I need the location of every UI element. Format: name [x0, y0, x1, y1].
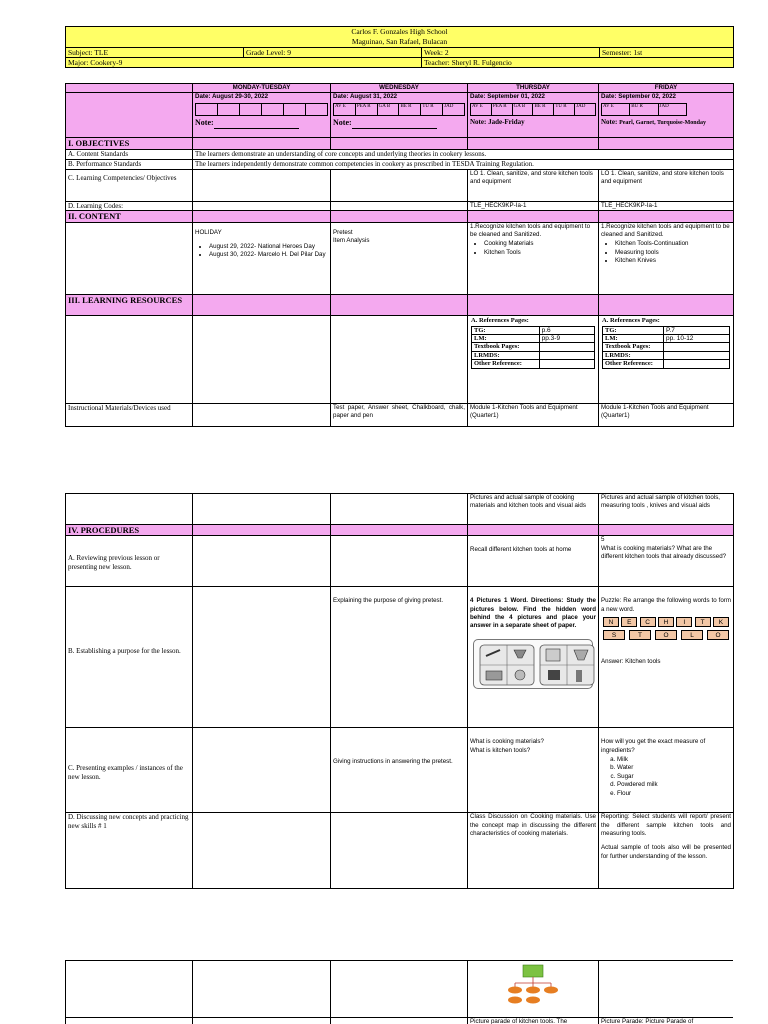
section-box: BE R	[533, 103, 554, 115]
ref-label: TG:	[603, 326, 664, 334]
section-content: II. CONTENT	[66, 211, 193, 222]
letter-tile: N	[603, 617, 619, 627]
competency-thursday: LO 1. Clean, sanitize, and store kitchen tools and equipment	[468, 169, 599, 201]
four-pictures-image	[473, 639, 593, 689]
references-table	[602, 326, 730, 369]
ref-label: LM:	[603, 335, 664, 343]
letter-tile: E	[621, 617, 637, 627]
row-label: C. Presenting examples / instances of the new lesson.	[66, 728, 193, 813]
content-line: Pretest	[333, 228, 353, 236]
list-item: • Kitchen Knives	[615, 257, 731, 265]
section-boxes	[333, 103, 465, 116]
date-cell	[599, 93, 734, 138]
proc-b-thursday	[468, 587, 599, 728]
activity-text: Actual sample of tools also will be presented for further understanding of the lesson.	[601, 844, 731, 860]
day-header: MONDAY-TUESDAY	[193, 84, 331, 93]
continuation-table	[65, 960, 733, 1024]
list-item: e. Flour	[617, 790, 731, 798]
references-title: A. References Pages:	[602, 316, 660, 324]
week-label: Week: 2	[422, 48, 600, 58]
list-item: • Kitchen Tools-Continuation	[615, 240, 731, 248]
lesson-plan-table	[65, 83, 733, 427]
section-boxes	[195, 103, 328, 116]
content-intro: 1.Recognize kitchen tools and equipment to be cleaned and Sanitized.	[470, 222, 591, 238]
date-label: Date: September 02, 2022	[601, 93, 676, 101]
teacher-label: Teacher: Sheryl R. Fulgencio	[422, 58, 734, 68]
letter-tile: I	[676, 617, 692, 627]
letter-tile: H	[658, 617, 674, 627]
letter-tile: S	[603, 630, 625, 640]
proc-d-friday	[599, 813, 734, 889]
section-box: AV E	[602, 103, 630, 115]
content-standards-text: The learners demonstrate an understanding of core concepts and underlying theories in cookery lessons.	[193, 149, 734, 159]
major-label: Major: Cookery-9	[66, 58, 422, 68]
references-table	[471, 326, 595, 369]
section-box: BE R	[399, 103, 421, 115]
question-text: How will you get the exact measure of ingredients?	[601, 738, 706, 754]
row-label: C. Learning Competencies/ Objectives	[66, 169, 193, 201]
section-objectives: I. OBJECTIVES	[66, 138, 193, 149]
date-cell	[193, 93, 331, 138]
section-box: BU R	[630, 103, 658, 115]
thursday-content	[468, 222, 599, 294]
ref-value: pp. 10-12	[663, 335, 729, 343]
instr-thursday: Module 1-Kitchen Tools and Equipment (Quarter1)	[468, 403, 599, 426]
list-item: • Kitchen Tools	[484, 249, 596, 257]
word-puzzle-2	[603, 630, 729, 640]
proc-d-thursday: Class Discussion on Cooking materials. Use the concept map in discussing the different characteristics of cooking materials.	[468, 813, 599, 889]
date-label: Date: September 01, 2022	[470, 93, 545, 101]
letter-tile: O	[655, 630, 677, 640]
list-item: d. Powdered milk	[617, 781, 731, 789]
procedures-table	[65, 493, 733, 889]
letter-tile: L	[681, 630, 703, 640]
question-text: What is cooking materials? What are the different kitchen tools that already discussed?	[601, 544, 727, 561]
letter-tile: T	[695, 617, 711, 627]
section-box: JAD	[575, 103, 596, 115]
materials-thursday: Pictures and actual sample of cooking materials and kitchen tools and visual aids	[468, 494, 599, 525]
section-boxes	[601, 103, 687, 116]
ref-value: p.6	[539, 326, 594, 334]
list-item: • Measuring tools	[615, 249, 731, 257]
materials-friday: Pictures and actual sample of kitchen tools, measuring tools , knives and visual aids	[599, 494, 734, 525]
instr-friday: Module 1-Kitchen Tools and Equipment (Quarter1)	[599, 403, 734, 426]
list-item: • August 30, 2022- Marcelo H. Del Pilar Day	[209, 251, 328, 259]
row-label: B. Establishing a purpose for the lesson.	[66, 587, 193, 728]
section-box: GA B	[512, 103, 533, 115]
section-box: PEA R	[491, 103, 512, 115]
puzzle-directions: Puzzle: Re arrange the following words to form a new word.	[601, 597, 731, 613]
section-box: JAD	[658, 103, 686, 115]
section-box: AV E	[471, 103, 492, 115]
day-header: WEDNESDAY	[331, 84, 468, 93]
note-label: Note:	[195, 117, 214, 127]
section-procedures: IV. PROCEDURES	[66, 525, 193, 536]
ref-label: LRMDS:	[472, 351, 540, 359]
proc-c-wednesday: Giving instructions in answering the pretest.	[331, 728, 468, 813]
ref-label: Other Reference:	[472, 360, 540, 368]
list-item: b. Water	[617, 764, 731, 772]
instr-wednesday: Test paper, Answer sheet, Chalkboard, chalk, paper and pen	[331, 403, 468, 426]
ref-value: pp.3-9	[539, 335, 594, 343]
list-item: • Cooking Materials	[484, 240, 596, 248]
header-table	[65, 26, 733, 68]
friday-content	[599, 222, 734, 294]
number-label: 5	[601, 536, 605, 544]
references-title: A. References Pages:	[471, 316, 529, 324]
note-friday: Pearl, Garnet, Turquoise-Monday	[619, 119, 706, 126]
section-box: TU R	[421, 103, 443, 115]
row-label: A. Reviewing previous lesson or presenting new lesson.	[66, 536, 193, 587]
day-header: FRIDAY	[599, 84, 734, 93]
date-label: Date: August 31, 2022	[333, 93, 398, 101]
row-label: D. Discussing new concepts and practicing new skills # 1	[66, 813, 193, 889]
row-label: D. Learning Codes:	[66, 201, 193, 211]
list-item: a. Milk	[617, 756, 731, 764]
monday-content	[193, 222, 331, 294]
section-box: TU R	[554, 103, 575, 115]
date-cell	[331, 93, 468, 138]
ref-label: Textbook Pages:	[603, 343, 664, 351]
list-item: • August 29, 2022- National Heroes Day	[209, 243, 328, 251]
holiday-label: HOLIDAY	[195, 228, 222, 236]
ref-label: LRMDS:	[603, 351, 664, 359]
proc-b-friday	[599, 587, 734, 728]
section-box: AV E	[334, 103, 356, 115]
question-text: What is kitchen tools?	[470, 746, 531, 754]
note-thursday: Note: Jade-Friday	[470, 117, 525, 126]
code-friday: TLE_HECK9KP-Ia-1	[599, 201, 734, 211]
word-puzzle-1	[603, 617, 729, 627]
note-label: Note:	[601, 117, 618, 126]
section-box: GA B	[377, 103, 399, 115]
concept-map-image	[468, 961, 599, 1018]
references-thursday	[468, 315, 599, 403]
letter-tile: C	[640, 617, 656, 627]
competency-friday: LO 1. Clean, sanitize, and store kitchen tools and equipment	[599, 169, 734, 201]
list-item: c. Sugar	[617, 773, 731, 781]
letter-tile: K	[713, 617, 729, 627]
letter-tile: O	[707, 630, 729, 640]
section-boxes	[470, 103, 596, 116]
proc-c-friday	[599, 728, 734, 813]
date-cell	[468, 93, 599, 138]
page3-thursday: Picture parade of kitchen tools. The	[468, 1018, 599, 1024]
row-label: B. Performance Standards	[66, 159, 193, 169]
content-intro: 1.Recognize kitchen tools and equipment to be cleaned and Sanitized.	[601, 222, 730, 238]
section-box: JAD	[443, 103, 465, 115]
code-thursday: TLE_HECK9KP-Ia-1	[468, 201, 599, 211]
subject-label: Subject: TLE	[66, 48, 244, 58]
proc-a-thursday: Recall different kitchen tools at home	[468, 536, 599, 587]
row-label: A. Content Standards	[66, 149, 193, 159]
ref-label: LM:	[472, 335, 540, 343]
ref-label: TG:	[472, 326, 540, 334]
ref-label: Other Reference:	[603, 360, 664, 368]
references-friday	[599, 315, 734, 403]
proc-c-thursday	[468, 728, 599, 813]
question-text: What is cooking materials?	[470, 738, 544, 746]
note-label: Note:	[333, 117, 352, 127]
performance-standards-text: The learners independently demonstrate common competencies in cookery as prescribed in TESDA Training Regulation.	[193, 159, 734, 169]
puzzle-directions: 4 Pictures 1 Word. Directions: Study the pictures below. Find the hidden word behind the 4 pictures and place your answer in a separate sheet of paper.	[470, 597, 596, 630]
row-label: Instructional Materials/Devices used	[66, 403, 193, 426]
semester-label: Semester: 1st	[600, 48, 734, 58]
content-line: Item Analysis	[333, 236, 370, 244]
proc-a-friday	[599, 536, 734, 587]
section-learning-resources: III. LEARNING RESOURCES	[66, 294, 193, 315]
school-header	[66, 27, 734, 48]
day-header: THURSDAY	[468, 84, 599, 93]
section-box: PEA R	[355, 103, 377, 115]
letter-tile: T	[629, 630, 651, 640]
answer-text: Answer: Kitchen tools	[601, 658, 661, 666]
ref-label: Textbook Pages:	[472, 343, 540, 351]
activity-text: Reporting: Select students will report/ present the different sample kitchen tools and measuring tools.	[601, 813, 731, 838]
wednesday-content	[331, 222, 468, 294]
ref-value: P.7	[663, 326, 729, 334]
proc-b-wednesday: Explaining the purpose of giving pretest.	[331, 587, 468, 728]
date-label: Date: August 29-30, 2022	[195, 93, 269, 101]
grade-level-label: Grade Level: 9	[244, 48, 422, 58]
school-address: Maguinao, San Rafael, Bulacan	[351, 36, 448, 46]
school-name: Carlos F. Gonzales High School	[351, 27, 448, 36]
page3-friday: Picture Parade: Picture Parade of	[599, 1018, 734, 1024]
